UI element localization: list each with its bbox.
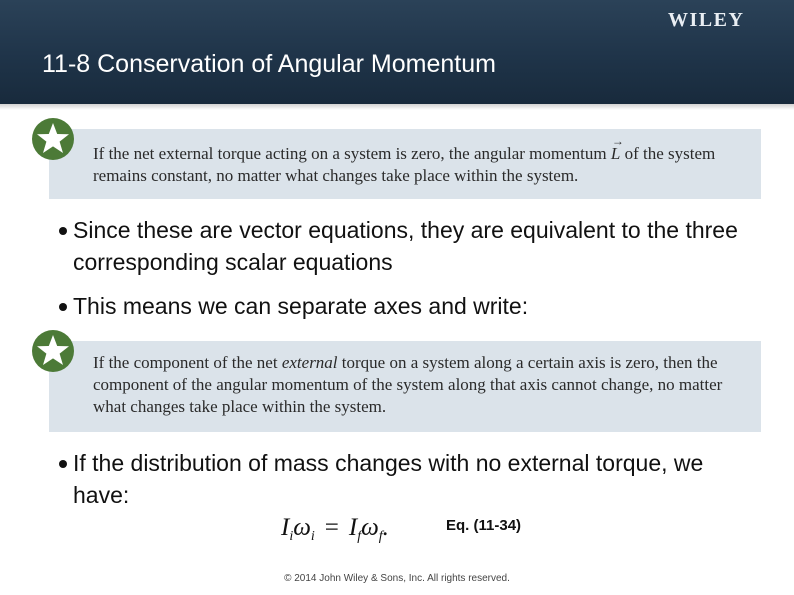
definition-text-1: If the net external torque acting on a system is zero, the angular momentum → L of the system remains constant, no matter what changes take place within the system. [93, 143, 749, 187]
title-bar [0, 0, 794, 104]
definition-text-2: If the component of the net external torque on a system along a certain axis is zero, then the component of the angular momentum of the system along that axis cannot change, no matter what changes take place within the system. [93, 353, 723, 416]
slide-title: 11-8 Conservation of Angular Momentum [42, 50, 496, 78]
star-icon [31, 329, 75, 373]
title-bar-shadow [0, 104, 794, 110]
vector-L-symbol: → L [611, 143, 620, 165]
definition-box-angular-momentum [49, 129, 761, 199]
bullet-text: If the distribution of mass changes with no external torque, we have: [73, 450, 704, 508]
star-icon [31, 117, 75, 161]
bullet-dot [59, 460, 67, 468]
copyright-footer: © 2014 John Wiley & Sons, Inc. All rights reserved. [284, 573, 510, 584]
bullet-text: This means we can separate axes and write: [73, 293, 529, 319]
equation-reference: Eq. (11-34) [446, 517, 522, 534]
definition-box-component [49, 341, 761, 432]
bullet-dot [59, 303, 67, 311]
wiley-logo: WILEY [668, 9, 745, 31]
bullet-dot [59, 227, 67, 235]
bullet-text: Since these are vector equations, they are equivalent to the three corresponding scalar equations [73, 217, 738, 275]
equation-11-34: $I_i\omega_i = I_f\omega_f$. [281, 514, 389, 544]
